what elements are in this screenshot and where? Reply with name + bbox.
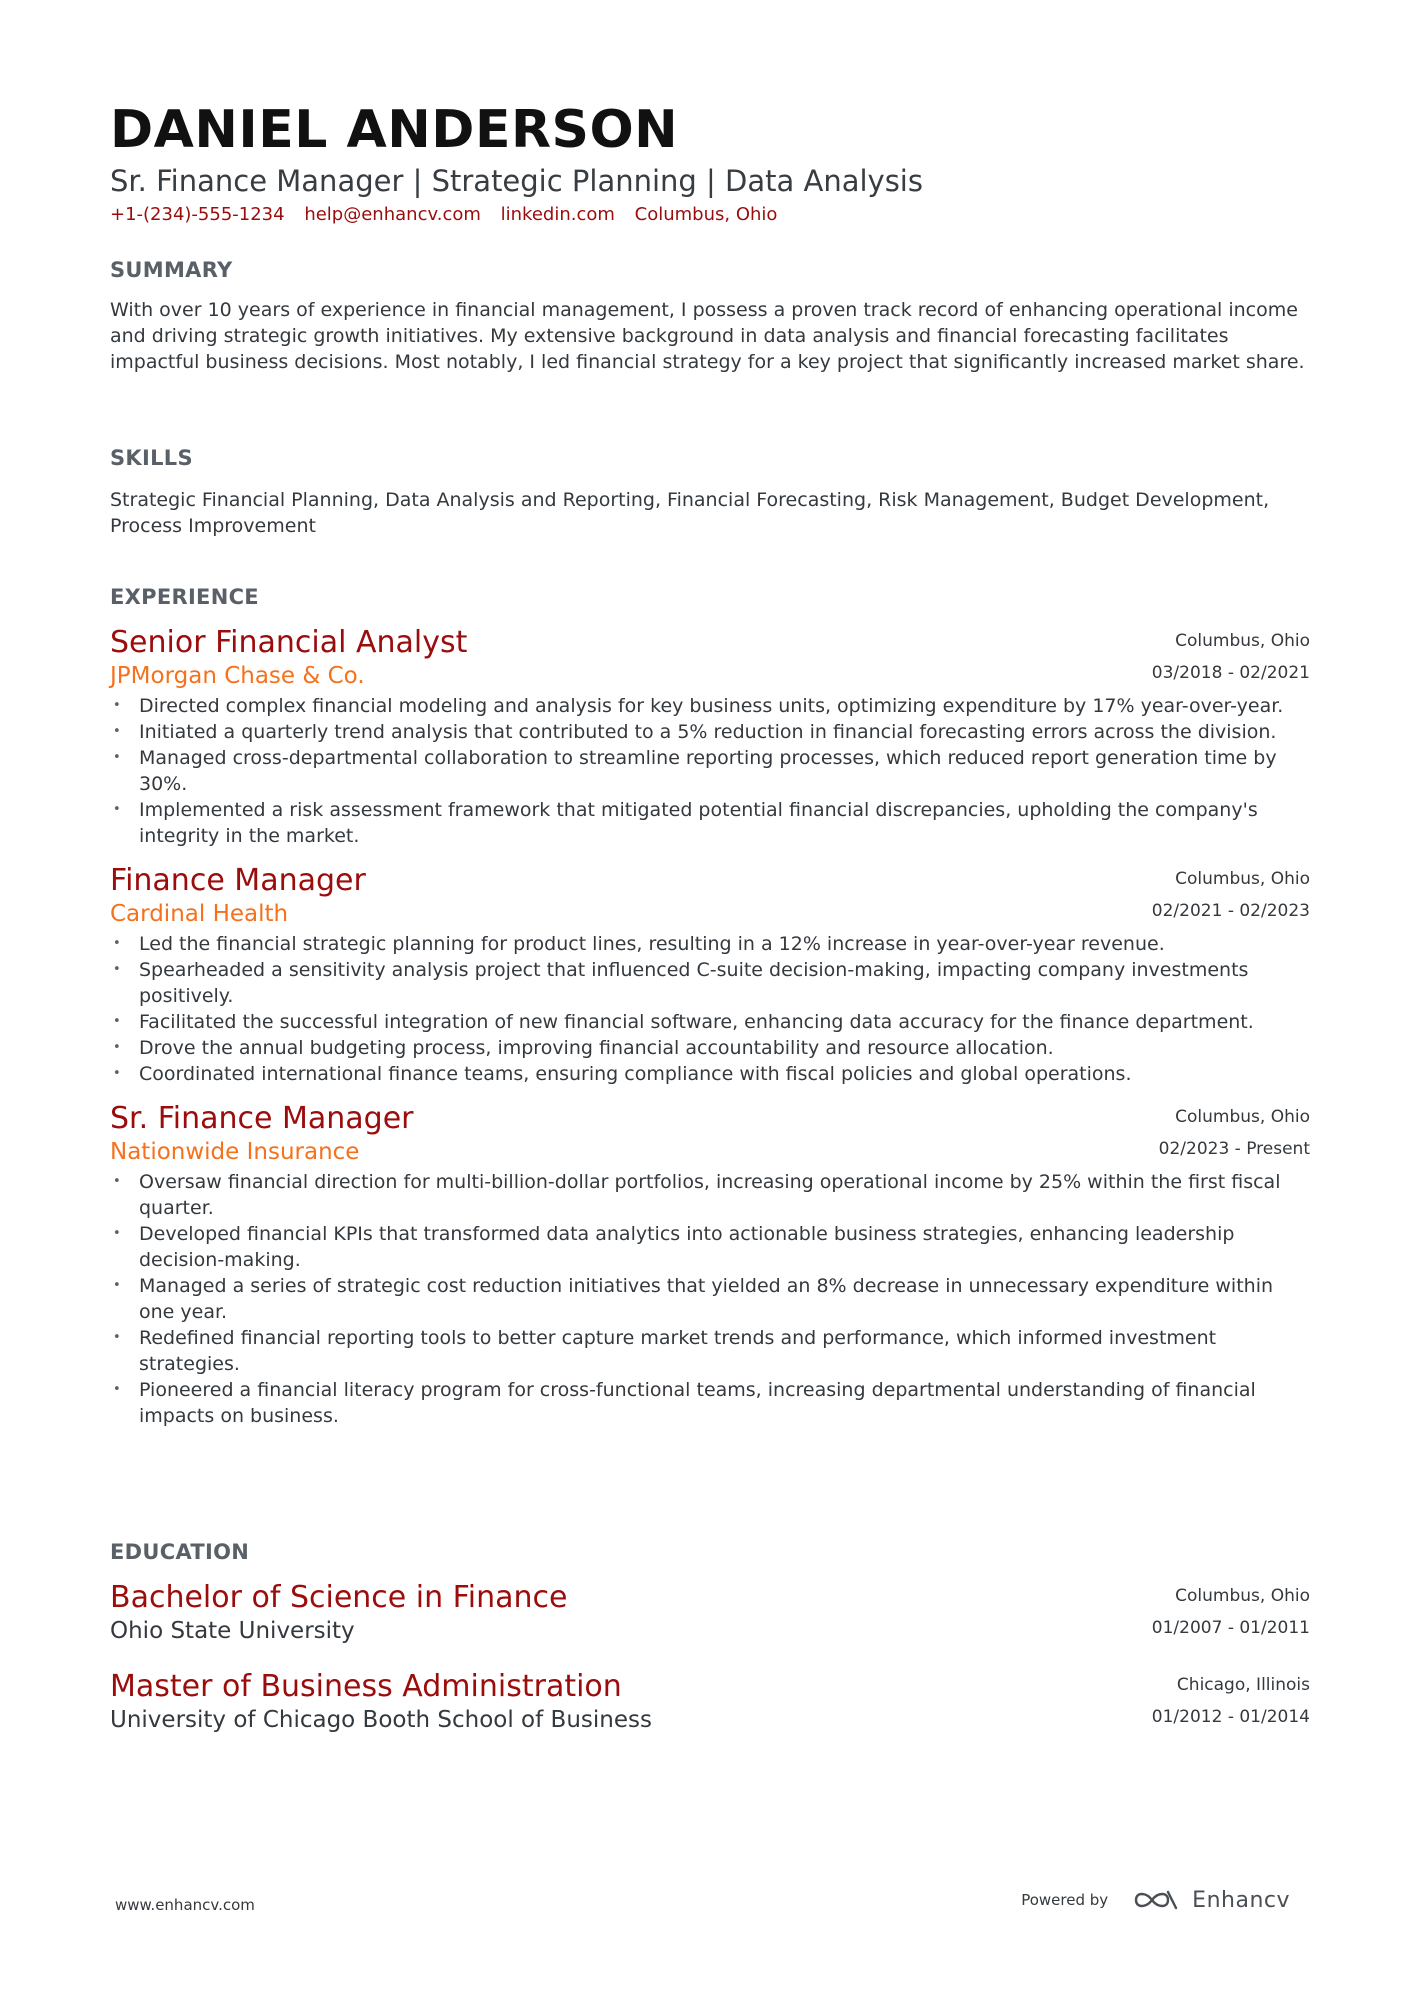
- location-text: Columbus, Ohio: [634, 204, 778, 225]
- job-location: Columbus, Ohio: [1175, 631, 1310, 651]
- skills-text: Strategic Financial Planning, Data Analysis and Reporting, Financial Forecasting, Risk Management, Budget Development, Process Improvement: [110, 489, 1270, 537]
- job-dates: 02/2021 - 02/2023: [1151, 901, 1310, 921]
- education-location: Columbus, Ohio: [1175, 1586, 1310, 1606]
- contact-row: [110, 202, 1310, 228]
- education-section: [110, 1538, 1310, 1735]
- headline: Sr. Finance Manager | Strategic Planning | Data Analysis: [110, 164, 923, 198]
- powered-by-label: Powered by: [1021, 1891, 1109, 1909]
- bullet-item: • Pioneered a financial literacy program for cross-functional teams, increasing departmental understanding of financial impacts on business.: [110, 1377, 1310, 1429]
- summary-text: With over 10 years of experience in financial management, I possess a proven track record of enhancing operational income and driving strategic growth initiatives. My extensive background in data analysis and financial forecasting facilitates impactful business decisions. Most notably, I led financial strategy for a key project that significantly increased market share.: [110, 299, 1305, 373]
- phone-link[interactable]: +1-(234)-555-1234: [110, 204, 285, 225]
- job-entry: [110, 863, 1310, 1087]
- section-title-skills: SKILLS: [110, 446, 193, 470]
- job-location: Columbus, Ohio: [1175, 869, 1310, 889]
- education-entry: [110, 1580, 1310, 1646]
- bullet-item: • Drove the annual budgeting process, improving financial accountability and resource allocation.: [110, 1035, 1310, 1061]
- job-dates: 03/2018 - 02/2021: [1151, 663, 1310, 683]
- job-location: Columbus, Ohio: [1175, 1107, 1310, 1127]
- bullet-item: • Implemented a risk assessment framework that mitigated potential financial discrepancies, upholding the company's integrity in the market.: [110, 797, 1310, 849]
- bullet-item: • Oversaw financial direction for multi-billion-dollar portfolios, increasing operational income by 25% within the first fiscal quarter.: [110, 1169, 1310, 1221]
- bullet-item: • Initiated a quarterly trend analysis that contributed to a 5% reduction in financial forecasting errors across the division.: [110, 719, 1310, 745]
- section-title-education: EDUCATION: [110, 1540, 250, 1564]
- skills-section: [110, 444, 1310, 539]
- enhancv-brand-text: Enhancv: [1192, 1887, 1290, 1913]
- education-dates: 01/2007 - 01/2011: [1151, 1618, 1310, 1638]
- job-company: JPMorgan Chase & Co.: [110, 663, 365, 689]
- bullet-item: • Spearheaded a sensitivity analysis project that influenced C-suite decision-making, impacting company investments positively.: [110, 957, 1310, 1009]
- job-entry: [110, 625, 1310, 849]
- bullet-item: • Led the financial strategic planning for product lines, resulting in a 12% increase in year-over-year revenue.: [110, 931, 1310, 957]
- job-company: Cardinal Health: [110, 901, 289, 927]
- linkedin-link[interactable]: linkedin.com: [500, 204, 615, 225]
- job-dates: 02/2023 - Present: [1158, 1139, 1310, 1159]
- job-bullets: [110, 693, 1310, 849]
- education-entry: [110, 1669, 1310, 1735]
- job-bullets: [110, 931, 1310, 1087]
- resume-page: [110, 100, 1310, 1733]
- job-bullets: [110, 1169, 1310, 1429]
- school-name: Ohio State University: [110, 1618, 355, 1644]
- bullet-item: • Managed cross-departmental collaboration to streamline reporting processes, which reduced report generation time by 30%.: [110, 745, 1310, 797]
- bullet-item: • Managed a series of strategic cost reduction initiatives that yielded an 8% decrease in unnecessary expenditure within one year.: [110, 1273, 1310, 1325]
- candidate-name: DANIEL ANDERSON: [110, 100, 679, 160]
- degree-title: Bachelor of Science in Finance: [110, 1580, 568, 1615]
- education-dates: 01/2012 - 01/2014: [1151, 1707, 1310, 1727]
- section-title-experience: EXPERIENCE: [110, 585, 259, 609]
- degree-title: Master of Business Administration: [110, 1669, 622, 1704]
- job-entry: [110, 1101, 1310, 1429]
- experience-section: [110, 583, 1310, 1429]
- school-name: University of Chicago Booth School of Business: [110, 1707, 652, 1733]
- email-link[interactable]: help@enhancv.com: [304, 204, 481, 225]
- section-title-summary: SUMMARY: [110, 258, 233, 282]
- job-company: Nationwide Insurance: [110, 1139, 360, 1165]
- enhancv-logo-icon: [1132, 1886, 1180, 1914]
- bullet-item: • Facilitated the successful integration of new financial software, enhancing data accuracy for the finance department.: [110, 1009, 1310, 1035]
- bullet-item: • Directed complex financial modeling and analysis for key business units, optimizing expenditure by 17% year-over-year.: [110, 693, 1310, 719]
- bullet-item: • Developed financial KPIs that transformed data analytics into actionable business strategies, enhancing leadership decision-making.: [110, 1221, 1310, 1273]
- footer-branding: [1021, 1886, 1290, 1914]
- education-location: Chicago, Illinois: [1176, 1675, 1310, 1695]
- summary-section: [110, 256, 1310, 375]
- footer-website-link[interactable]: www.enhancv.com: [115, 1896, 255, 1914]
- bullet-item: • Redefined financial reporting tools to better capture market trends and performance, which informed investment strategies.: [110, 1325, 1310, 1377]
- bullet-item: • Coordinated international finance teams, ensuring compliance with fiscal policies and global operations.: [110, 1061, 1310, 1087]
- job-title: Finance Manager: [110, 863, 366, 898]
- job-title: Senior Financial Analyst: [110, 625, 468, 660]
- job-title: Sr. Finance Manager: [110, 1101, 414, 1136]
